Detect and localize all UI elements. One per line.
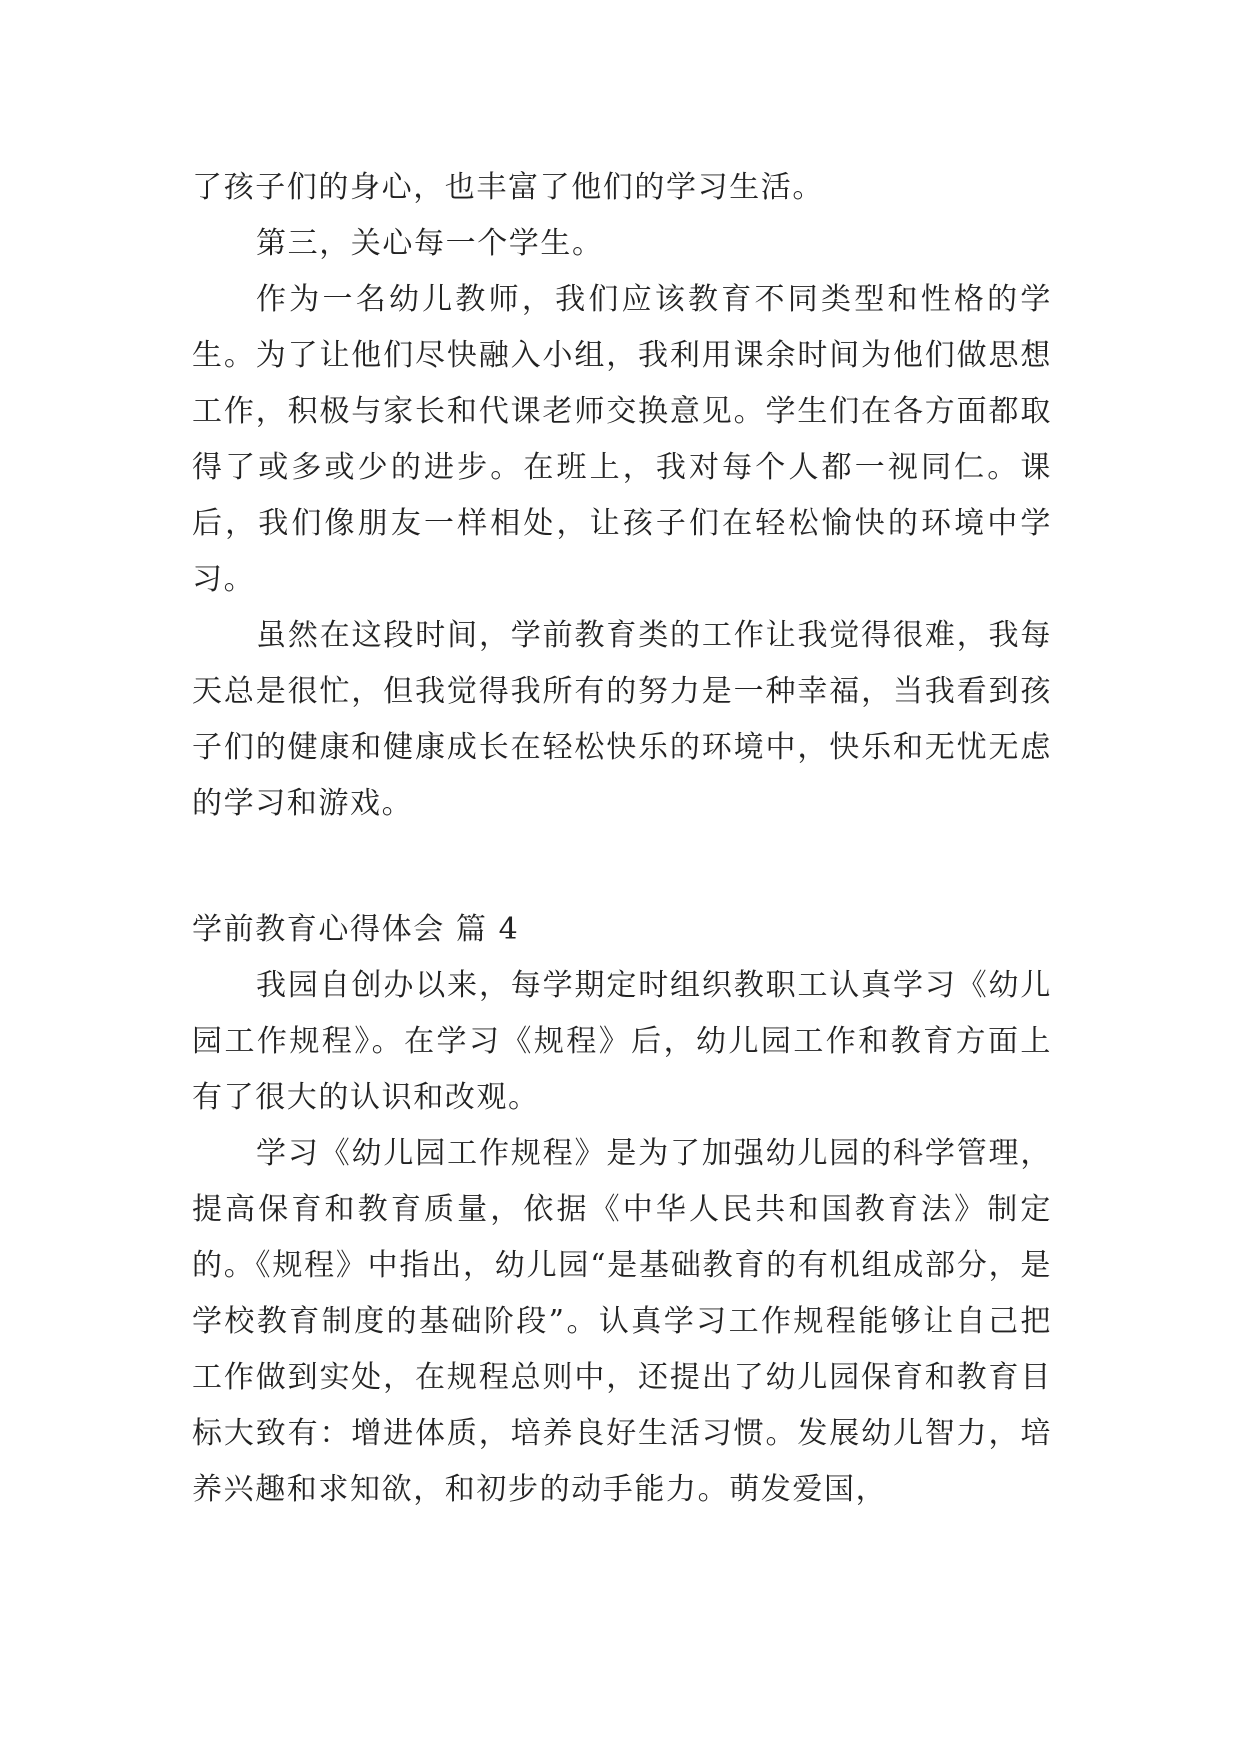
paragraph-teacher: 作为一名幼儿教师，我们应该教育不同类型和性格的学生。为了让他们尽快融入小组，我利用课余时间为他们做思想工作，积极与家长和代课老师交换意见。学生们在各方面都取得了或多或少的进步。在班上，我对每个人都一视同仁。课后，我们像朋友一样相处，让孩子们在轻松愉快的环境中学习。 (192, 282, 1052, 597)
paragraph-continuation: 了孩子们的身心，也丰富了他们的学习生活。 (192, 170, 824, 205)
paragraph-regulations: 学习《幼儿园工作规程》是为了加强幼儿园的科学管理，提高保育和教育质量，依据《中华人民共和国教育法》制定的。《规程》中指出，幼儿园“是基础教育的有机组成部分，是学校教育制度的基础阶段”。认真学习工作规程能够让自己把工作做到实处，在规程总则中，还提出了幼儿园保育和教育目标大致有：增进体质，培养良好生活习惯。发展幼儿智力，培养兴趣和求知欲，和初步的动手能力。萌发爱国， (192, 1136, 1052, 1507)
paragraph-point-three: 第三，关心每一个学生。 (256, 226, 604, 261)
paragraph-kindergarten-intro: 我园自创办以来，每学期定时组织教职工认真学习《幼儿园工作规程》。在学习《规程》后，幼儿园工作和教育方面上有了很大的认识和改观。 (192, 968, 1052, 1115)
paragraph-summary: 虽然在这段时间，学前教育类的工作让我觉得很难，我每天总是很忙，但我觉得我所有的努力是一种幸福，当我看到孩子们的健康和健康成长在轻松快乐的环境中，快乐和无忧无虑的学习和游戏。 (192, 618, 1052, 821)
section-heading: 学前教育心得体会 篇 4 (192, 912, 520, 947)
document-body (192, 160, 1052, 1518)
